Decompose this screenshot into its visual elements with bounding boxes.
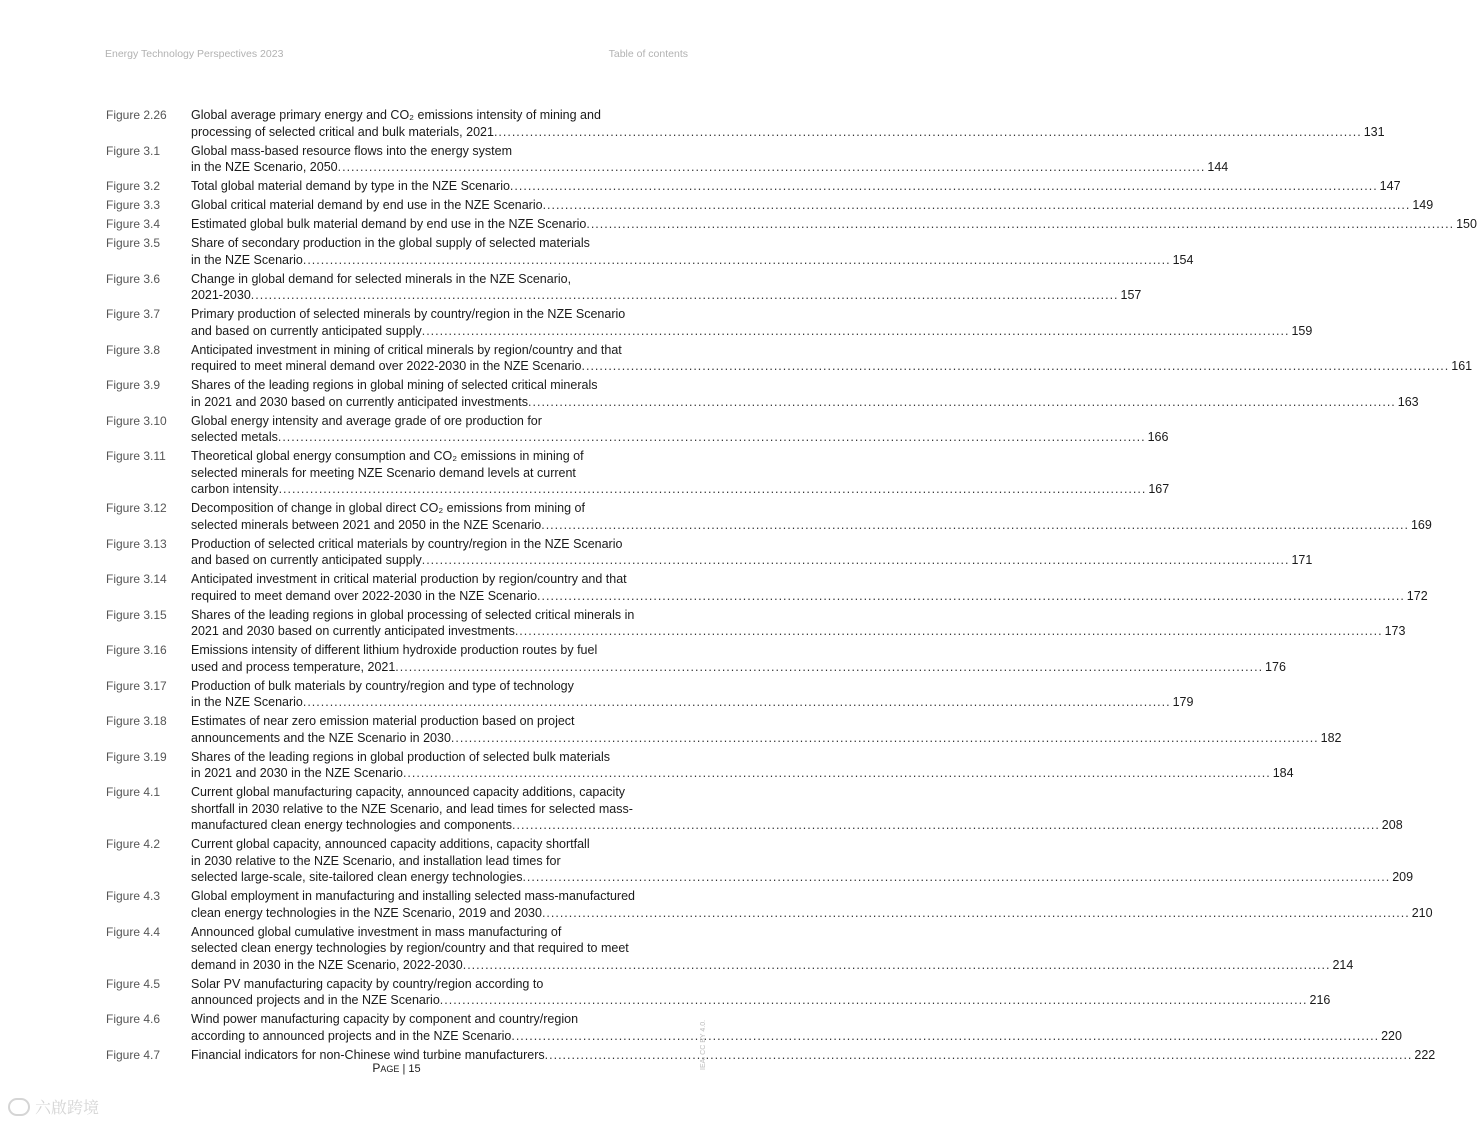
figure-number: Figure 3.15 [106,607,167,622]
caption-line: Global mass-based resource flows into the energy system [191,143,512,158]
caption-line: in the NZE Scenario [191,695,303,709]
toc-entry[interactable] [106,342,1473,375]
dot-leader [543,197,1411,214]
caption-line: Solar PV manufacturing capacity by country/region according to [191,976,544,991]
figure-number: Figure 3.9 [106,378,161,392]
figure-number: Figure 4.4 [106,924,161,939]
caption-line: Primary production of selected minerals by country/region in the NZE Scenario [191,307,626,321]
caption-line: Decomposition of change in global direct CO₂ emissions from mining of [191,501,585,515]
caption-line: announced projects and in the NZE Scenario [191,993,440,1007]
figure-caption [191,197,1433,214]
figure-caption [191,342,1472,375]
caption-line: shortfall in 2030 relative to the NZE Scenario, and lead times for selected mass- [191,801,633,816]
figure-caption [191,678,1193,711]
page-ref[interactable]: 216 [1309,993,1331,1007]
caption-last-line [191,124,1385,141]
page-ref[interactable]: 184 [1272,766,1294,780]
figure-number: Figure 3.4 [106,217,161,231]
page-ref[interactable]: 157 [1120,288,1142,302]
page-ref[interactable]: 210 [1411,905,1433,920]
figure-number: Figure 4.6 [106,1012,161,1026]
caption-line: Global average primary energy and CO₂ emissions intensity of mining and [191,108,601,122]
caption-line: and based on currently anticipated supply [191,553,422,567]
caption-line: Financial indicators for non-Chinese wind turbine manufacturers [191,1047,545,1062]
page-ref[interactable]: 166 [1147,430,1169,444]
figure-number: Figure 3.10 [106,413,167,428]
figure-number: Figure 3.8 [106,342,161,357]
caption-last-line [191,659,1286,676]
toc-entry[interactable] [106,178,1401,195]
figure-caption [191,571,1428,604]
dot-leader [395,659,1263,676]
caption-line: Total global material demand by type in the NZE Scenario [191,179,510,193]
page-ref[interactable]: 150 [1456,217,1477,231]
caption-last-line [191,1028,1402,1045]
page-ref[interactable]: 179 [1172,695,1194,709]
figure-number: Figure 3.2 [106,179,161,193]
toc-entry[interactable] [106,107,1385,140]
caption-last-line [191,765,1294,782]
figure-number: Figure 3.11 [106,449,166,463]
page-ref[interactable]: 172 [1406,588,1428,603]
caption-line: Shares of the leading regions in global production of selected bulk materials [191,749,611,764]
caption-last-line [191,517,1432,534]
caption-last-line [191,623,1405,640]
figure-caption [191,607,1405,640]
dot-leader [422,323,1290,340]
dot-leader [251,287,1119,304]
caption-line: clean energy technologies in the NZE Scenario, 2019 and 2030 [191,905,542,920]
toc-entry[interactable] [106,271,1142,304]
caption-last-line [191,197,1433,214]
figure-caption [191,235,1193,268]
toc-entry[interactable] [106,924,1354,974]
dot-leader [494,124,1362,141]
caption-last-line [191,323,1312,340]
caption-line: in 2021 and 2030 in the NZE Scenario [191,766,403,780]
caption-last-line [191,481,1169,498]
caption-line: in the NZE Scenario [191,252,303,267]
caption-line: Emissions intensity of different lithium hydroxide production routes by fuel [191,643,598,657]
caption-last-line [191,252,1193,269]
figure-number: Figure 3.16 [106,643,167,657]
figure-caption [191,713,1342,746]
caption-line: Global energy intensity and average grade of ore production for [191,413,542,428]
running-header-title: Energy Technology Perspectives 2023 [105,48,284,60]
figure-number: Figure 3.6 [106,271,161,286]
caption-line: Global critical material demand by end use in the NZE Scenario [191,198,543,212]
figure-number: Figure 3.18 [106,714,167,728]
watermark [8,1095,99,1118]
toc-entry[interactable] [106,1011,1402,1044]
toc-entry[interactable] [106,536,1313,569]
page-ref[interactable]: 154 [1172,252,1194,267]
caption-line: carbon intensity [191,482,279,496]
running-header-section: Table of contents [608,48,688,60]
caption-last-line [191,159,1228,176]
page-separator: | [402,1063,409,1075]
caption-line: Shares of the leading regions in global mining of selected critical minerals [191,378,598,392]
page-ref[interactable]: 222 [1414,1047,1436,1062]
caption-line: 2021-2030 [191,288,251,302]
watermark-logo-icon [8,1098,30,1116]
dot-leader [303,694,1171,711]
page-ref[interactable]: 161 [1451,359,1473,373]
figure-caption [191,178,1401,195]
page-ref[interactable]: 208 [1381,818,1403,832]
dot-leader [528,394,1396,411]
caption-line: Production of selected critical materials by country/region in the NZE Scenario [191,536,623,551]
toc-entry[interactable] [106,500,1432,533]
page-ref[interactable]: 131 [1363,124,1385,139]
figure-number: Figure 4.5 [106,976,161,991]
caption-line: selected large-scale, site-tailored clean energy technologies [191,870,523,884]
figure-number: Figure 4.7 [106,1047,161,1062]
caption-last-line [191,588,1428,605]
caption-line: Wind power manufacturing capacity by component and country/region [191,1012,579,1026]
toc-entry[interactable] [106,642,1286,675]
caption-line: selected minerals between 2021 and 2050 in the NZE Scenario [191,517,542,532]
caption-last-line [191,957,1353,974]
dot-leader [515,623,1383,640]
caption-line: required to meet demand over 2022-2030 in the NZE Scenario [191,588,538,603]
caption-line: Global employment in manufacturing and installing selected mass-manufactured [191,889,635,903]
caption-line: according to announced projects and in the NZE Scenario [191,1028,512,1043]
page-ref[interactable]: 169 [1410,517,1432,532]
figure-caption [191,836,1413,886]
dot-leader [279,481,1147,498]
figure-caption [191,888,1433,921]
toc-entry[interactable] [106,197,1434,214]
watermark-text: 六啟跨境 [35,1100,100,1117]
figure-number: Figure 3.13 [106,536,167,551]
caption-last-line [191,178,1401,195]
caption-last-line [191,730,1342,747]
license-note: IEA. CC BY 4.0. [700,1019,707,1070]
caption-line: Theoretical global energy consumption and CO₂ emissions in mining of [191,449,584,463]
figure-caption [191,749,1294,782]
dot-leader [278,429,1146,446]
figure-caption [191,784,1403,834]
figure-number: Figure 3.1 [106,143,161,158]
toc-entry[interactable] [106,377,1419,410]
toc-entry[interactable] [106,607,1406,640]
dot-leader [463,957,1331,974]
toc-entry[interactable] [106,678,1194,711]
caption-line: Current global capacity, announced capacity additions, capacity shortfall [191,837,590,851]
dot-leader [537,588,1405,605]
caption-line: required to meet mineral demand over 2022-2030 in the NZE Scenario [191,359,582,373]
caption-last-line [191,992,1330,1009]
caption-last-line [191,216,1477,233]
figure-caption [191,500,1432,533]
caption-line: selected clean energy technologies by region/country and that required to meet [191,941,629,955]
caption-last-line [191,429,1168,446]
caption-last-line [191,869,1413,886]
page-ref[interactable]: 167 [1148,482,1170,496]
page-ref[interactable]: 173 [1384,624,1406,638]
figure-number: Figure 3.17 [106,678,167,693]
caption-line: manufactured clean energy technologies and components [191,818,513,832]
page-ref[interactable]: 159 [1291,323,1313,338]
dot-leader [586,216,1454,233]
caption-last-line [191,817,1403,834]
page-ref[interactable]: 171 [1291,553,1313,567]
caption-line: selected minerals for meeting NZE Scenario demand levels at current [191,465,576,480]
figure-number: Figure 3.19 [106,749,167,764]
figure-number: Figure 3.14 [106,572,167,586]
dot-leader [510,178,1378,195]
dot-leader [403,765,1271,782]
figure-caption [191,924,1353,974]
toc-entry[interactable] [106,784,1403,834]
figure-caption [191,448,1169,498]
figure-number: Figure 3.12 [106,501,167,515]
caption-line: selected metals [191,430,278,444]
page-ref[interactable]: 147 [1379,179,1401,193]
toc-entry[interactable] [106,448,1170,498]
caption-line: Shares of the leading regions in global processing of selected critical minerals in [191,607,635,622]
dot-leader [541,517,1409,534]
caption-line: in the NZE Scenario, 2050 [191,160,338,174]
caption-line: announcements and the NZE Scenario in 2030 [191,730,451,745]
figure-number: Figure 2.26 [106,108,167,122]
figure-number: Figure 3.7 [106,307,161,321]
toc-entry[interactable] [106,143,1229,176]
toc-entry[interactable] [106,235,1194,268]
caption-line: Anticipated investment in critical material production by region/country and that [191,572,627,586]
caption-line: Anticipated investment in mining of critical minerals by region/country and that [191,342,622,357]
caption-last-line [191,358,1472,375]
figure-caption [191,976,1330,1009]
page-number: 15 [408,1063,421,1075]
caption-line: Change in global demand for selected minerals in the NZE Scenario, [191,271,572,286]
page-label: PAGE [372,1061,400,1075]
toc-entry[interactable] [106,713,1342,746]
dot-leader [451,730,1319,747]
dot-leader [303,252,1171,269]
caption-last-line [191,694,1193,711]
figure-caption [191,1011,1402,1044]
figure-caption [191,377,1419,410]
caption-line: Share of secondary production in the global supply of selected materials [191,236,590,250]
page-ref[interactable]: 220 [1381,1028,1402,1043]
dot-leader [542,905,1410,922]
figure-caption [191,536,1312,569]
toc-entry[interactable] [106,306,1313,339]
figure-number: Figure 4.2 [106,837,161,851]
page-footer [0,1061,793,1075]
figure-caption [191,271,1141,304]
caption-line: in 2021 and 2030 based on currently anticipated investments [191,394,529,409]
figure-caption [191,413,1168,446]
caption-line: Estimates of near zero emission material production based on project [191,714,575,728]
dot-leader [511,1028,1379,1045]
dot-leader [582,358,1450,375]
figure-caption [191,642,1286,675]
page-ref[interactable]: 209 [1392,870,1414,884]
toc-entry[interactable] [106,976,1331,1009]
page-ref[interactable]: 163 [1397,394,1419,409]
caption-line: in 2030 relative to the NZE Scenario, and installation lead times for [191,853,561,868]
caption-line: 2021 and 2030 based on currently anticipated investments [191,624,515,638]
caption-line: Estimated global bulk material demand by end use in the NZE Scenario [191,217,587,231]
toc-entry[interactable] [106,888,1433,921]
caption-line: and based on currently anticipated supply [191,323,422,338]
toc-entry[interactable] [106,836,1414,886]
figure-caption [191,107,1385,140]
page-ref[interactable]: 149 [1412,198,1434,212]
figure-caption [191,306,1312,339]
caption-line: demand in 2030 in the NZE Scenario, 2022-2030 [191,957,463,972]
page-ref[interactable]: 182 [1320,730,1342,745]
caption-line: Announced global cumulative investment in mass manufacturing of [191,924,562,939]
dot-leader [440,992,1308,1009]
caption-last-line [191,394,1419,411]
caption-line: Current global manufacturing capacity, announced capacity additions, capacity [191,785,626,799]
dot-leader [422,552,1290,569]
toc-entry[interactable] [106,749,1294,782]
caption-line: processing of selected critical and bulk materials, 2021 [191,124,494,139]
caption-last-line [191,905,1433,922]
dot-leader [522,869,1390,886]
page-ref[interactable]: 176 [1265,659,1286,674]
dot-leader [512,817,1380,834]
figure-number: Figure 3.5 [106,236,161,250]
figure-number: Figure 4.3 [106,889,161,903]
toc-entry[interactable] [106,216,1477,233]
figure-number: Figure 3.3 [106,198,161,212]
page-ref[interactable]: 144 [1207,160,1229,174]
figure-number: Figure 4.1 [106,785,161,799]
caption-line: Production of bulk materials by country/region and type of technology [191,678,574,693]
dot-leader [338,159,1206,176]
caption-line: used and process temperature, 2021 [191,659,396,674]
toc-entry[interactable] [106,571,1428,604]
figure-caption [191,216,1477,233]
page-ref[interactable]: 214 [1332,957,1354,972]
caption-last-line [191,287,1141,304]
toc-entry[interactable] [106,413,1169,446]
caption-last-line [191,552,1312,569]
figure-caption [191,143,1228,176]
